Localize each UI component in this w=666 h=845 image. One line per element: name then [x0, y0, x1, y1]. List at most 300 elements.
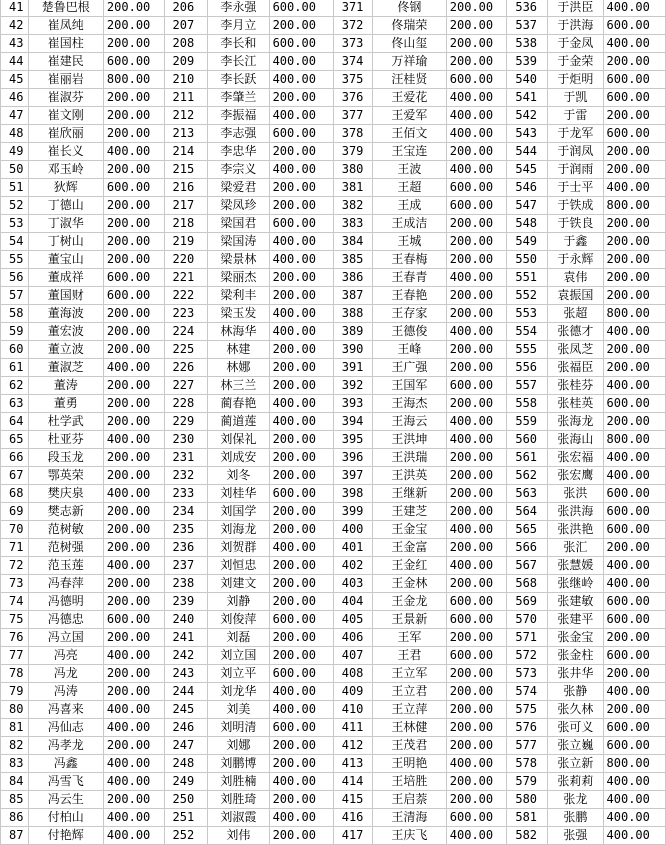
name-cell: 蔺春艳: [208, 395, 269, 413]
row-number-cell: 403: [333, 575, 372, 593]
row-number-cell: 216: [164, 179, 208, 197]
row-number-cell: 568: [507, 575, 548, 593]
amount-cell: 200.00: [446, 791, 507, 809]
name-cell: 张井华: [548, 665, 603, 683]
amount-cell: 200.00: [269, 629, 333, 647]
name-cell: 王启萘: [372, 791, 446, 809]
name-cell: 王君: [372, 647, 446, 665]
amount-cell: 400.00: [603, 557, 665, 575]
name-cell: 丁树山: [28, 233, 103, 251]
name-cell: 王海云: [372, 413, 446, 431]
name-cell: 崔建民: [28, 53, 103, 71]
row-number-cell: 221: [164, 269, 208, 287]
table-row: [1, 503, 666, 521]
amount-cell: 400.00: [269, 53, 333, 71]
row-number-cell: 53: [1, 215, 29, 233]
row-number-cell: 224: [164, 323, 208, 341]
amount-cell: 200.00: [103, 0, 164, 17]
amount-cell: 200.00: [269, 593, 333, 611]
name-cell: 刘娜: [208, 737, 269, 755]
name-cell: 王广强: [372, 359, 446, 377]
amount-cell: 200.00: [603, 701, 665, 719]
name-cell: 冯德忠: [28, 611, 103, 629]
table-row: [1, 341, 666, 359]
row-number-cell: 372: [333, 17, 372, 35]
row-number-cell: 398: [333, 485, 372, 503]
name-cell: 张洪艳: [548, 521, 603, 539]
amount-cell: 800.00: [103, 71, 164, 89]
row-number-cell: 395: [333, 431, 372, 449]
name-cell: 张金宝: [548, 629, 603, 647]
name-cell: 佟钢: [372, 0, 446, 17]
row-number-cell: 208: [164, 35, 208, 53]
table-row: [1, 0, 666, 17]
table-row: [1, 71, 666, 89]
name-cell: 于润凤: [548, 143, 603, 161]
row-number-cell: 41: [1, 0, 29, 17]
amount-cell: 200.00: [446, 683, 507, 701]
amount-cell: 400.00: [269, 161, 333, 179]
name-cell: 梁凤珍: [208, 197, 269, 215]
row-number-cell: 245: [164, 701, 208, 719]
amount-cell: 800.00: [603, 197, 665, 215]
row-number-cell: 87: [1, 827, 29, 845]
name-cell: 王金林: [372, 575, 446, 593]
amount-cell: 200.00: [603, 53, 665, 71]
row-number-cell: 209: [164, 53, 208, 71]
row-number-cell: 389: [333, 323, 372, 341]
table-row: [1, 485, 666, 503]
table-row: [1, 719, 666, 737]
amount-cell: 200.00: [446, 395, 507, 413]
name-cell: 王海杰: [372, 395, 446, 413]
amount-cell: 200.00: [603, 665, 665, 683]
name-cell: 董国财: [28, 287, 103, 305]
name-cell: 董勇: [28, 395, 103, 413]
table-row: [1, 593, 666, 611]
row-number-cell: 407: [333, 647, 372, 665]
name-cell: 张德才: [548, 323, 603, 341]
row-number-cell: 384: [333, 233, 372, 251]
row-number-cell: 548: [507, 215, 548, 233]
row-number-cell: 576: [507, 719, 548, 737]
name-cell: 刘淑霞: [208, 809, 269, 827]
name-cell: 梁玉发: [208, 305, 269, 323]
amount-cell: 200.00: [103, 521, 164, 539]
amount-cell: 400.00: [446, 269, 507, 287]
row-number-cell: 247: [164, 737, 208, 755]
row-number-cell: 214: [164, 143, 208, 161]
name-cell: 范树强: [28, 539, 103, 557]
row-number-cell: 578: [507, 755, 548, 773]
name-cell: 刘海龙: [208, 521, 269, 539]
table-row: [1, 611, 666, 629]
name-cell: 于凯: [548, 89, 603, 107]
amount-cell: 600.00: [269, 215, 333, 233]
name-cell: 冯雪飞: [28, 773, 103, 791]
row-number-cell: 211: [164, 89, 208, 107]
table-row: [1, 53, 666, 71]
name-cell: 于永辉: [548, 251, 603, 269]
amount-cell: 200.00: [603, 161, 665, 179]
amount-cell: 400.00: [103, 485, 164, 503]
row-number-cell: 549: [507, 233, 548, 251]
amount-cell: 600.00: [603, 719, 665, 737]
amount-cell: 200.00: [446, 737, 507, 755]
row-number-cell: 377: [333, 107, 372, 125]
row-number-cell: 62: [1, 377, 29, 395]
row-number-cell: 66: [1, 449, 29, 467]
row-number-cell: 210: [164, 71, 208, 89]
amount-cell: 600.00: [603, 503, 665, 521]
name-cell: 刘龙华: [208, 683, 269, 701]
name-cell: 王城: [372, 233, 446, 251]
name-cell: 于龙军: [548, 125, 603, 143]
row-number-cell: 239: [164, 593, 208, 611]
name-cell: 刘恒忠: [208, 557, 269, 575]
amount-cell: 200.00: [269, 359, 333, 377]
amount-cell: 600.00: [446, 809, 507, 827]
amount-cell: 200.00: [103, 683, 164, 701]
amount-cell: 400.00: [603, 35, 665, 53]
row-number-cell: 213: [164, 125, 208, 143]
row-number-cell: 553: [507, 305, 548, 323]
amount-cell: 600.00: [603, 521, 665, 539]
row-number-cell: 412: [333, 737, 372, 755]
row-number-cell: 390: [333, 341, 372, 359]
amount-cell: 400.00: [103, 755, 164, 773]
amount-cell: 600.00: [269, 35, 333, 53]
table-row: [1, 449, 666, 467]
name-cell: 付艳辉: [28, 827, 103, 845]
amount-cell: 400.00: [603, 575, 665, 593]
name-cell: 李肇兰: [208, 89, 269, 107]
name-cell: 于铁良: [548, 215, 603, 233]
name-cell: 丁德山: [28, 197, 103, 215]
name-cell: 刘保礼: [208, 431, 269, 449]
row-number-cell: 219: [164, 233, 208, 251]
amount-cell: 200.00: [103, 197, 164, 215]
row-number-cell: 541: [507, 89, 548, 107]
table-row: [1, 683, 666, 701]
row-number-cell: 552: [507, 287, 548, 305]
name-cell: 李忠华: [208, 143, 269, 161]
name-cell: 王茂君: [372, 737, 446, 755]
amount-cell: 400.00: [269, 71, 333, 89]
row-number-cell: 250: [164, 791, 208, 809]
name-cell: 张建平: [548, 611, 603, 629]
amount-cell: 600.00: [103, 53, 164, 71]
amount-cell: 400.00: [446, 431, 507, 449]
name-cell: 王金宝: [372, 521, 446, 539]
name-cell: 段玉龙: [28, 449, 103, 467]
name-cell: 刘冬: [208, 467, 269, 485]
amount-cell: 200.00: [103, 161, 164, 179]
name-cell: 冯孝龙: [28, 737, 103, 755]
row-number-cell: 580: [507, 791, 548, 809]
name-cell: 范树敏: [28, 521, 103, 539]
name-cell: 李宗义: [208, 161, 269, 179]
amount-cell: 200.00: [446, 629, 507, 647]
amount-cell: 200.00: [269, 431, 333, 449]
row-number-cell: 220: [164, 251, 208, 269]
amount-cell: 600.00: [603, 17, 665, 35]
amount-cell: 600.00: [103, 179, 164, 197]
amount-cell: 400.00: [603, 827, 665, 845]
amount-cell: 200.00: [103, 341, 164, 359]
name-cell: 汪桂贤: [372, 71, 446, 89]
amount-cell: 600.00: [446, 611, 507, 629]
row-number-cell: 55: [1, 251, 29, 269]
amount-cell: 200.00: [446, 143, 507, 161]
name-cell: 董成祥: [28, 269, 103, 287]
amount-cell: 200.00: [103, 215, 164, 233]
amount-cell: 200.00: [603, 341, 665, 359]
name-cell: 梁国君: [208, 215, 269, 233]
row-number-cell: 371: [333, 0, 372, 17]
amount-cell: 600.00: [603, 89, 665, 107]
name-cell: 张可义: [548, 719, 603, 737]
name-cell: 张静: [548, 683, 603, 701]
amount-cell: 200.00: [103, 323, 164, 341]
name-cell: 张海山: [548, 431, 603, 449]
row-number-cell: 373: [333, 35, 372, 53]
name-cell: 张鹏: [548, 809, 603, 827]
name-cell: 刘俊萍: [208, 611, 269, 629]
amount-cell: 200.00: [446, 665, 507, 683]
name-cell: 佟山玺: [372, 35, 446, 53]
amount-cell: 200.00: [446, 701, 507, 719]
name-cell: 王林健: [372, 719, 446, 737]
row-number-cell: 537: [507, 17, 548, 35]
amount-cell: 400.00: [446, 413, 507, 431]
amount-cell: 200.00: [603, 269, 665, 287]
table-row: [1, 521, 666, 539]
amount-cell: 400.00: [269, 107, 333, 125]
amount-cell: 400.00: [603, 467, 665, 485]
amount-cell: 200.00: [603, 233, 665, 251]
amount-cell: 200.00: [269, 197, 333, 215]
row-number-cell: 72: [1, 557, 29, 575]
table-row: [1, 251, 666, 269]
amount-cell: 600.00: [446, 593, 507, 611]
row-number-cell: 406: [333, 629, 372, 647]
name-cell: 张强: [548, 827, 603, 845]
table-row: [1, 557, 666, 575]
amount-cell: 200.00: [269, 341, 333, 359]
amount-cell: 200.00: [446, 575, 507, 593]
name-cell: 崔长义: [28, 143, 103, 161]
name-cell: 王继新: [372, 485, 446, 503]
amount-cell: 400.00: [603, 377, 665, 395]
row-number-cell: 545: [507, 161, 548, 179]
name-cell: 王春梅: [372, 251, 446, 269]
table-row: [1, 269, 666, 287]
name-cell: 王宝连: [372, 143, 446, 161]
amount-cell: 400.00: [446, 107, 507, 125]
amount-cell: 200.00: [446, 773, 507, 791]
amount-cell: 600.00: [446, 377, 507, 395]
row-number-cell: 76: [1, 629, 29, 647]
name-cell: 冯德明: [28, 593, 103, 611]
amount-cell: 400.00: [446, 521, 507, 539]
name-cell: 万祥瑜: [372, 53, 446, 71]
row-number-cell: 571: [507, 629, 548, 647]
row-number-cell: 236: [164, 539, 208, 557]
name-cell: 林娜: [208, 359, 269, 377]
name-cell: 林三兰: [208, 377, 269, 395]
amount-cell: 400.00: [603, 773, 665, 791]
row-number-cell: 227: [164, 377, 208, 395]
row-number-cell: 47: [1, 107, 29, 125]
row-number-cell: 575: [507, 701, 548, 719]
row-number-cell: 226: [164, 359, 208, 377]
table-row: [1, 125, 666, 143]
row-number-cell: 218: [164, 215, 208, 233]
row-number-cell: 243: [164, 665, 208, 683]
amount-cell: 600.00: [603, 395, 665, 413]
row-number-cell: 63: [1, 395, 29, 413]
name-cell: 张慧媛: [548, 557, 603, 575]
name-cell: 林建: [208, 341, 269, 359]
name-cell: 冯龙: [28, 665, 103, 683]
table-body: [1, 0, 666, 845]
name-cell: 王成: [372, 197, 446, 215]
row-number-cell: 228: [164, 395, 208, 413]
row-number-cell: 74: [1, 593, 29, 611]
amount-cell: 600.00: [269, 719, 333, 737]
row-number-cell: 402: [333, 557, 372, 575]
amount-cell: 600.00: [269, 125, 333, 143]
name-cell: 楚鲁巴根: [28, 0, 103, 17]
name-cell: 张凤芝: [548, 341, 603, 359]
amount-cell: 600.00: [269, 485, 333, 503]
amount-cell: 200.00: [269, 737, 333, 755]
name-cell: 张立新: [548, 755, 603, 773]
row-number-cell: 415: [333, 791, 372, 809]
amount-cell: 200.00: [103, 233, 164, 251]
amount-cell: 400.00: [269, 809, 333, 827]
row-number-cell: 386: [333, 269, 372, 287]
row-number-cell: 68: [1, 485, 29, 503]
name-cell: 王建芝: [372, 503, 446, 521]
name-cell: 张立巍: [548, 737, 603, 755]
row-number-cell: 215: [164, 161, 208, 179]
row-number-cell: 73: [1, 575, 29, 593]
amount-cell: 400.00: [103, 719, 164, 737]
amount-cell: 200.00: [446, 341, 507, 359]
row-number-cell: 551: [507, 269, 548, 287]
table-row: [1, 431, 666, 449]
row-number-cell: 248: [164, 755, 208, 773]
name-cell: 冯涛: [28, 683, 103, 701]
amount-cell: 800.00: [603, 305, 665, 323]
row-number-cell: 547: [507, 197, 548, 215]
row-number-cell: 557: [507, 377, 548, 395]
row-number-cell: 85: [1, 791, 29, 809]
name-cell: 王国军: [372, 377, 446, 395]
name-cell: 狄辉: [28, 179, 103, 197]
row-number-cell: 43: [1, 35, 29, 53]
row-number-cell: 58: [1, 305, 29, 323]
name-cell: 董涛: [28, 377, 103, 395]
row-number-cell: 232: [164, 467, 208, 485]
amount-cell: 400.00: [603, 449, 665, 467]
amount-cell: 400.00: [446, 161, 507, 179]
amount-cell: 600.00: [446, 197, 507, 215]
name-cell: 王金红: [372, 557, 446, 575]
row-number-cell: 376: [333, 89, 372, 107]
table-row: [1, 827, 666, 845]
name-cell: 张超: [548, 305, 603, 323]
name-cell: 王洪瑞: [372, 449, 446, 467]
row-number-cell: 233: [164, 485, 208, 503]
row-number-cell: 380: [333, 161, 372, 179]
amount-cell: 200.00: [446, 719, 507, 737]
name-cell: 崔淑芬: [28, 89, 103, 107]
row-number-cell: 375: [333, 71, 372, 89]
row-number-cell: 48: [1, 125, 29, 143]
name-cell: 王明艳: [372, 755, 446, 773]
row-number-cell: 416: [333, 809, 372, 827]
row-number-cell: 84: [1, 773, 29, 791]
name-cell: 梁利丰: [208, 287, 269, 305]
name-cell: 王金龙: [372, 593, 446, 611]
table-row: [1, 773, 666, 791]
amount-cell: 600.00: [603, 737, 665, 755]
name-cell: 王峰: [372, 341, 446, 359]
row-number-cell: 231: [164, 449, 208, 467]
row-number-cell: 559: [507, 413, 548, 431]
amount-cell: 600.00: [603, 611, 665, 629]
name-cell: 刘磊: [208, 629, 269, 647]
row-number-cell: 561: [507, 449, 548, 467]
amount-cell: 200.00: [269, 755, 333, 773]
name-cell: 张海龙: [548, 413, 603, 431]
amount-cell: 400.00: [269, 773, 333, 791]
amount-cell: 200.00: [446, 485, 507, 503]
amount-cell: 200.00: [103, 449, 164, 467]
row-number-cell: 383: [333, 215, 372, 233]
row-number-cell: 229: [164, 413, 208, 431]
name-cell: 佟瑞荣: [372, 17, 446, 35]
row-number-cell: 234: [164, 503, 208, 521]
table-row: [1, 305, 666, 323]
amount-cell: 200.00: [103, 737, 164, 755]
row-number-cell: 540: [507, 71, 548, 89]
name-cell: 崔文刚: [28, 107, 103, 125]
name-cell: 刘鹏博: [208, 755, 269, 773]
amount-cell: 400.00: [269, 323, 333, 341]
name-cell: 刘胜楠: [208, 773, 269, 791]
row-number-cell: 401: [333, 539, 372, 557]
amount-cell: 200.00: [103, 575, 164, 593]
amount-cell: 200.00: [603, 629, 665, 647]
name-cell: 王爱军: [372, 107, 446, 125]
name-cell: 王成洁: [372, 215, 446, 233]
amount-cell: 200.00: [103, 89, 164, 107]
row-number-cell: 538: [507, 35, 548, 53]
name-cell: 于洪臣: [548, 0, 603, 17]
amount-cell: 400.00: [446, 125, 507, 143]
name-cell: 张汇: [548, 539, 603, 557]
amount-cell: 200.00: [446, 287, 507, 305]
row-number-cell: 579: [507, 773, 548, 791]
amount-cell: 200.00: [103, 107, 164, 125]
name-cell: 李长跃: [208, 71, 269, 89]
row-number-cell: 82: [1, 737, 29, 755]
amount-cell: 400.00: [269, 701, 333, 719]
